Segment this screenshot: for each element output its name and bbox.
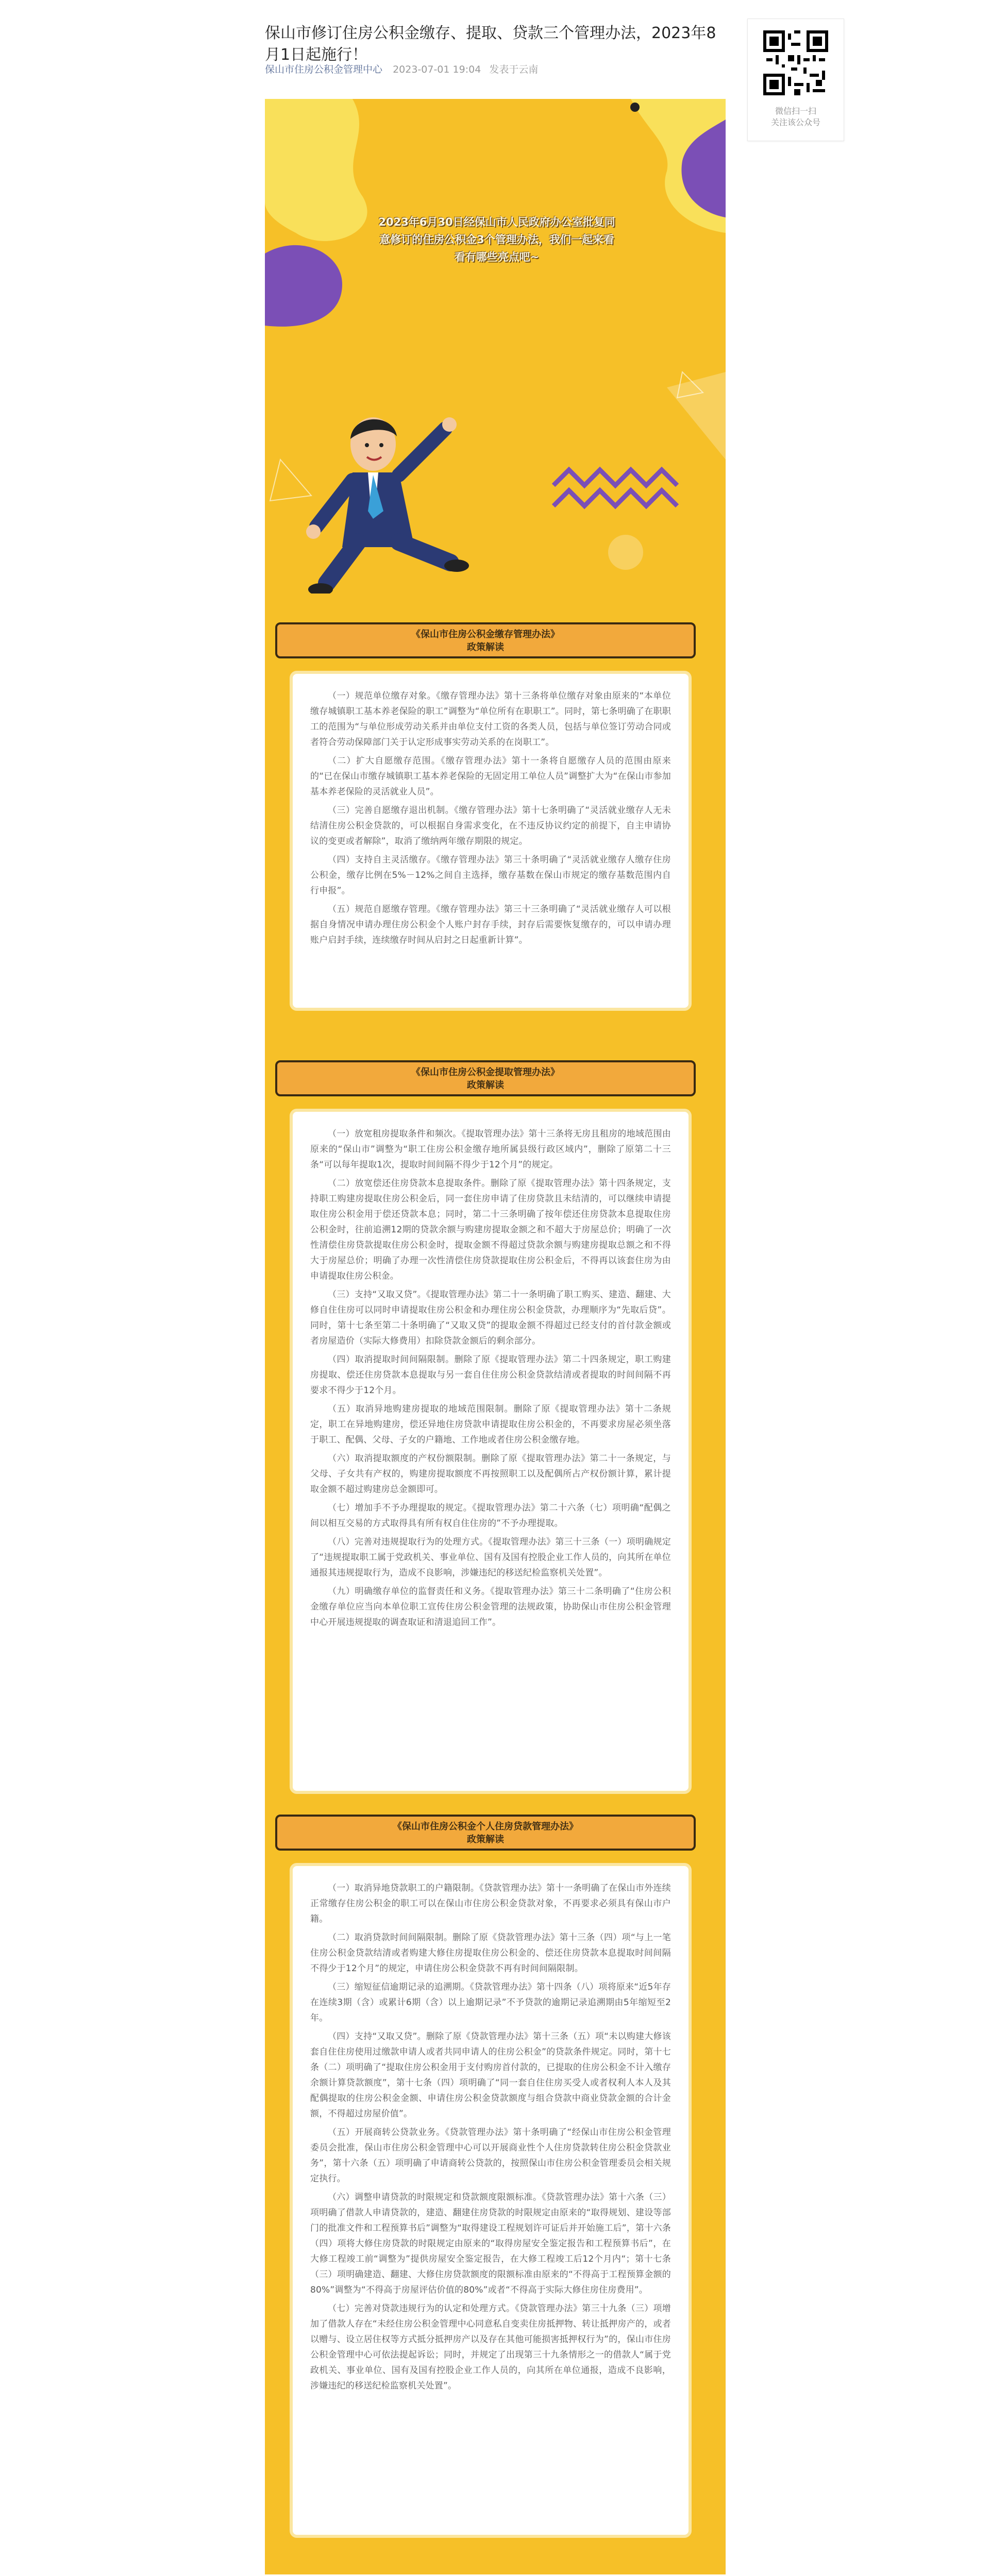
section-subtitle: 政策解读	[467, 642, 504, 653]
section-header-deposit	[275, 622, 696, 658]
paragraph: （九）明确缴存单位的监督责任和义务。《提取管理办法》第三十二条明确了“住房公积金缴存单位应当向本单位职工宣传住房公积金管理的法规政策，协助保山市住房公积金管理中心开展违规提取的调查取证和清退追回工作”。	[310, 1586, 671, 1628]
publish-date: 2023-07-01 19:04	[393, 64, 481, 75]
jumping-man-illustration	[306, 417, 469, 594]
paragraph: （五）规范自愿缴存管理。《缴存管理办法》第三十三条明确了“灵活就业缴存人可以根据自身情况申请办理住房公积金个人账户封存手续，封存后需要恢复缴存的，可以申请办理账户启封手续，连续缴存时间从启封之日起重新计算”。	[310, 904, 671, 945]
paragraph: （一）放宽租房提取条件和频次。《提取管理办法》第十三条将无房且租房的地域范围由原来的“保山市”调整为“职工住房公积金缴存地所属县级行政区域内”，删除了原第二十三条“可以每年提取1次，提取时间间隔不得少于12个月”的规定。	[310, 1129, 671, 1170]
publish-location: 发表于云南	[489, 64, 539, 75]
paragraph: （五）取消异地购建房提取的地域范围限制。删除了原《提取管理办法》第十二条规定，职工在异地购建房，偿还异地住房贷款申请提取住房公积金的，不再要求房屋必须坐落于职工、配偶、父母、子女的户籍地、工作地或者住房公积金缴存地。	[310, 1404, 671, 1445]
paragraph: （三）缩短征信逾期记录的追溯期。《贷款管理办法》第十四条（八）项将原来“近5年存在连续3期（含）或累计6期（含）以上逾期记录”不予贷款的逾期记录追溯期由5年缩短至2年。	[310, 1982, 671, 2023]
paragraph: （八）完善对违规提取行为的处理方式。《提取管理办法》第三十三条（一）项明确规定了“违规提取职工属于党政机关、事业单位、国有及国有控股企业工作人员的，向其所在单位通报其违规提取行为，造成不良影响，涉嫌违纪的移送纪检监察机关处置”。	[310, 1537, 671, 1578]
hero-banner	[265, 99, 726, 594]
section-body-deposit	[290, 671, 692, 1011]
section-header-withdrawal	[275, 1060, 696, 1096]
qr-caption	[748, 106, 844, 128]
paragraph: （二）取消贷款时间间隔限制。删除了原《贷款管理办法》第十三条（四）项“与上一笔住房公积金贷款结清或者购建大修住房提取住房公积金的、偿还住房贷款本息提取时间间隔不得少于12个月”的规定，申请住房公积金贷款不再有时间间隔限制。	[310, 1933, 671, 1974]
article-meta	[265, 62, 538, 76]
paragraph: （一）规范单位缴存对象。《缴存管理办法》第十三条将单位缴存对象由原来的“本单位缴存城镇职工基本养老保险的职工”调整为“单位所有在职职工”。同时，第七条明确了在职职工的范围为“与单位形成劳动关系并由单位支付工资的各类人员，包括与单位签订劳动合同或者符合劳动保障部门关于认定形成事实劳动关系的在岗职工”。	[310, 691, 671, 748]
qr-code-image	[763, 30, 828, 95]
section-title: 《保山市住房公积金缴存管理办法》	[411, 629, 560, 640]
section-subtitle: 政策解读	[467, 1080, 504, 1091]
account-name-link[interactable]: 保山市住房公积金管理中心	[265, 64, 383, 75]
paragraph: （六）取消提取额度的产权份额限制。删除了原《提取管理办法》第二十一条规定，与父母、子女共有产权的，购建房提取额度不再按照职工以及配偶所占产权份额计算，累计提取金额不超过购建房总金额即可。	[310, 1453, 671, 1495]
paragraph: （二）放宽偿还住房贷款本息提取条件。删除了原《提取管理办法》第十四条规定，支持职工购建房提取住房公积金后，同一套住房申请了住房贷款且未结清的，可以继续申请提取住房公积金用于偿还贷款本息；同时，第二十三条明确了按年偿还住房贷款本息提取住房公积金时，往前追溯12期的贷款余额与购建房提取金额之和不超大于房屋总价；明确了一次性清偿住房贷款提取住房公积金时，提取金额不得超过贷款余额与购建房提取总额之和不得大于房屋总价；明确了办理一次性清偿住房贷款提取住房公积金后，不得再以该套住房为由申请提取住房公积金。	[310, 1178, 671, 1281]
paragraph: （三）完善自愿缴存退出机制。《缴存管理办法》第十七条明确了“灵活就业缴存人无未结清住房公积金贷款的，可以根据自身需求变化，在不违反协议约定的前提下，自主申请协议的变更或者解除”，取消了缴纳两年缴存期限的规定。	[310, 805, 671, 846]
section-body-loan	[290, 1863, 692, 2538]
section-subtitle: 政策解读	[467, 1834, 504, 1845]
paragraph: （四）支持自主灵活缴存。《缴存管理办法》第三十条明确了“灵活就业缴存人缴存住房公积金，缴存比例在5%－12%之间自主选择，缴存基数在保山市规定的缴存基数范围内自行申报”。	[310, 855, 671, 896]
paragraph: （七）完善对贷款违规行为的认定和处理方式。《贷款管理办法》第三十九条（三）项增加了借款人存在“未经住房公积金管理中心同意私自变卖住房抵押物、转让抵押房产的，或者以赠与、设立居住权等方式抵分抵押房产以及存在其他可能损害抵押权行为”的，保山市住房公积金管理中心可依法提起诉讼；同时，并规定了出现第三十九条情形之一的借款人“属于党政机关、事业单位、国有及国有控股企业工作人员的，向其所在单位通报，造成不良影响，涉嫌违纪的移送纪检监察机关处置”。	[310, 2303, 671, 2391]
section-title: 《保山市住房公积金提取管理办法》	[411, 1067, 560, 1078]
section-header-loan	[275, 1815, 696, 1851]
qr-code-panel	[747, 19, 844, 141]
section-title: 《保山市住房公积金个人住房贷款管理办法》	[393, 1821, 578, 1832]
paragraph: （四）支持“又取又贷”。删除了原《贷款管理办法》第十三条（五）项“未以购建大修该套自住住房使用过缴款申请人或者共同申请人的住房公积金”的贷款条件规定。同时，第十七条（二）项明确了“提取住房公积金用于支付购房首付款的，已提取的住房公积金不计入缴存余额计算贷款额度”，第十七条（四）项明确了“同一套自住住房买受人或者权利人本人及其配偶提取的住房公积金金额、申请住房公积金贷款额度与组合贷款中商业贷款金额的合计金额，不得超过房屋价值”。	[310, 2031, 671, 2119]
paragraph: （四）取消提取时间间隔限制。删除了原《提取管理办法》第二十四条规定，职工购建房提取、偿还住房贷款本息提取与另一套自住住房公积金贷款结清或者提取的时间间隔不再要求不得少于12个月。	[310, 1354, 671, 1396]
qr-caption-line1: 微信扫一扫	[775, 106, 816, 116]
hero-illustration	[265, 99, 726, 594]
paragraph: （二）扩大自愿缴存范围。《缴存管理办法》第十一条将自愿缴存人员的范围由原来的“已在保山市缴存城镇职工基本养老保险的无固定用工单位人员”调整扩大为“在保山市参加基本养老保险的灵活就业人员”。	[310, 756, 671, 797]
paragraph: （六）调整申请贷款的时限规定和贷款额度限额标准。《贷款管理办法》第十六条（三）项明确了借款人申请贷款的，建造、翻建住房贷款的时限规定由原来的“取得规划、建设等部门的批准文件和工程预算书后”调整为“取得建设工程规划许可证后并开始施工后”，第十六条（四）项将大修住房贷款的时限规定由原来的“取得房屋安全鉴定报告和工程预算书后”，在大修工程竣工前“调整为”提供房屋安全鉴定报告，在大修工程竣工后12个月内“；第十七条（三）项明确建造、翻建、大修住房贷款额度的限额标准由原来的“不得高于工程预算金额的80%”调整为“不得高于房屋评估价值的80%”或者“不得高于实际大修住房住房费用”。	[310, 2192, 671, 2295]
section-body-withdrawal	[290, 1109, 692, 1794]
qr-caption-line2: 关注该公众号	[770, 117, 820, 127]
paragraph: （三）支持“又取又贷”。《提取管理办法》第二十一条明确了职工购买、建造、翻建、大修自住住房可以同时申请提取住房公积金和办理住房公积金贷款，办理顺序为“先取后贷”。同时，第十七条至第二十条明确了“又取又贷”的提取金额不得超过已经支付的首付款金额或者房屋造价（实际大修费用）扣除贷款金额后的剩余部分。	[310, 1290, 671, 1346]
hero-text: 2023年6月30日经保山市人民政府办公室批复同意修订的住房公积金3个管理办法，我们一起来看看有哪些亮点吧~	[378, 216, 615, 263]
article-poster	[265, 99, 726, 2574]
paragraph: （一）取消异地贷款职工的户籍限制。《贷款管理办法》第十一条明确了在保山市外连续正常缴存住房公积金的职工可以在保山市住房公积金贷款对象，不再要求必须具有保山市户籍。	[310, 1883, 671, 1924]
paragraph: （七）增加手不予办理提取的规定。《提取管理办法》第二十六条（七）项明确“配偶之间以相互交易的方式取得具有所有权自住住房的”不予办理提取。	[310, 1503, 671, 1529]
paragraph: （五）开展商转公贷款业务。《贷款管理办法》第十条明确了“经保山市住房公积金管理委员会批准，保山市住房公积金管理中心可以开展商业性个人住房贷款转住房公积金贷款业务”，第十六条（五）项明确了申请商转公贷款的，按照保山市住房公积金管理委员会相关规定执行。	[310, 2127, 671, 2184]
article-title: 保山市修订住房公积金缴存、提取、贷款三个管理办法，2023年8月1日起施行！	[265, 24, 716, 64]
